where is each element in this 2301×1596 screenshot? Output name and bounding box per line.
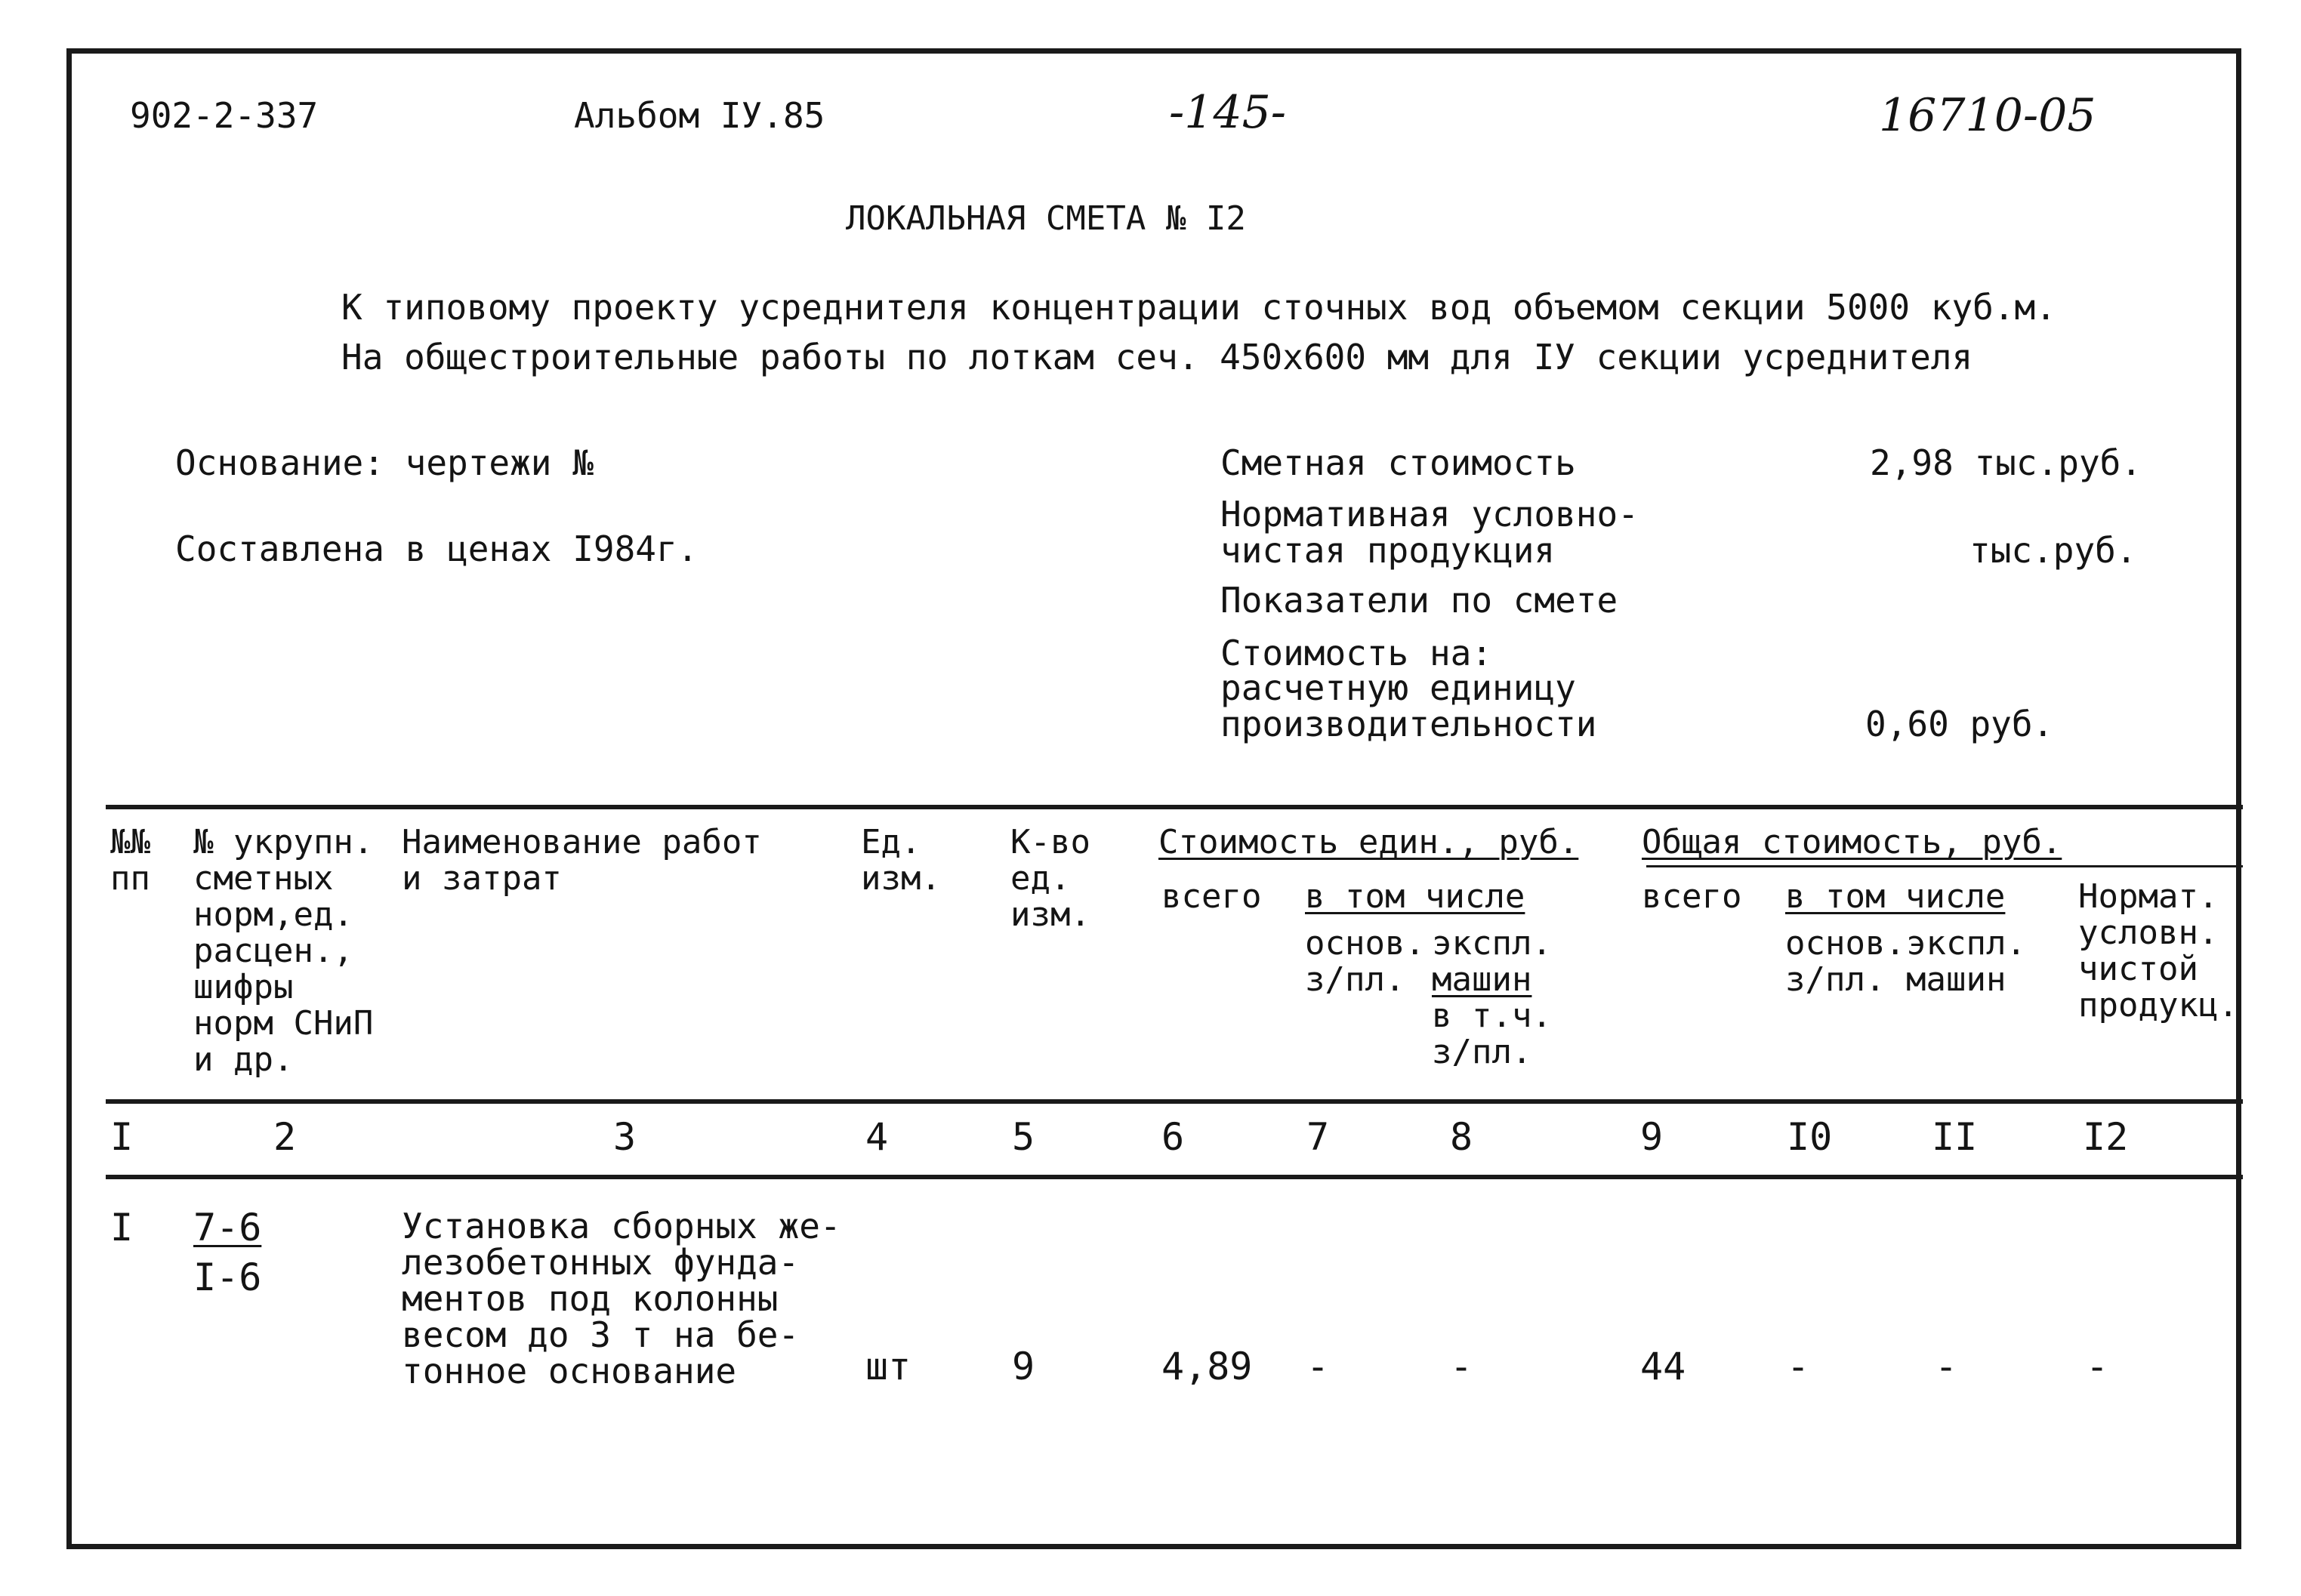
header-total-total: всего bbox=[1642, 877, 1742, 916]
header-col-unit: Ед. изм. bbox=[861, 823, 941, 898]
column-number-6: 6 bbox=[1161, 1115, 1185, 1159]
header-unit-machine-1: экспл. bbox=[1432, 924, 1552, 963]
project-code: 902-2-337 bbox=[130, 95, 319, 136]
header-unit-machine-wage: в т.ч. з/пл. bbox=[1432, 997, 1552, 1071]
column-number-10: I0 bbox=[1787, 1115, 1833, 1159]
header-unit-machine-2: машин bbox=[1432, 960, 1532, 999]
header-total-cost-group: Общая стоимость, руб. bbox=[1642, 823, 2062, 861]
header-col-num: №№ пп bbox=[110, 823, 150, 898]
row-1-total-machine: - bbox=[1935, 1345, 1958, 1388]
row-1-unit: шт bbox=[865, 1345, 911, 1388]
unit-cost-value: 0,60 руб. bbox=[1865, 704, 2054, 744]
row-1-norm-net: - bbox=[2086, 1345, 2109, 1388]
page-frame bbox=[66, 48, 2241, 1549]
header-total-machine: экспл. машин bbox=[1906, 924, 2026, 999]
row-1-total: 44 bbox=[1640, 1345, 1686, 1388]
prices-label: Составлена в ценах I984г. bbox=[175, 528, 699, 569]
norm-production-label-1: Нормативная условно- bbox=[1220, 494, 1639, 535]
norm-production-label-2: чистая продукция bbox=[1220, 530, 1556, 571]
header-unit-base-wage: основ. з/пл. bbox=[1305, 924, 1425, 999]
subtitle-line-1: К типовому проекту усреднителя концентрации сточных вод объемом секции 5000 куб.м. bbox=[341, 287, 2056, 328]
norm-production-value: тыс.руб. bbox=[1969, 530, 2137, 571]
row-1-unit-total: 4,89 bbox=[1161, 1345, 1253, 1388]
header-unit-total: всего bbox=[1161, 877, 1262, 916]
unit-cost-label-1: Стоимость на: bbox=[1220, 633, 1493, 673]
column-number-12: I2 bbox=[2083, 1115, 2129, 1159]
header-total-base-wage: основ. з/пл. bbox=[1785, 924, 1905, 999]
header-sub-rule bbox=[1646, 865, 2243, 867]
sheet-code: 16710-05 bbox=[1879, 89, 2096, 142]
row-1-norm-bottom: I-6 bbox=[193, 1256, 262, 1299]
album-label: Альбом IУ.85 bbox=[574, 95, 825, 136]
header-col-norms: № укрупн. сметных норм,ед. расцен., шифры норм СНиП и др. bbox=[193, 823, 374, 1079]
unit-cost-label-2: расчетную единицу bbox=[1220, 667, 1576, 708]
header-unit-incl: в том числе bbox=[1305, 877, 1525, 916]
header-bottom-rule bbox=[106, 1099, 2243, 1104]
column-number-3: 3 bbox=[613, 1115, 637, 1159]
column-number-9: 9 bbox=[1640, 1115, 1664, 1159]
column-number-7: 7 bbox=[1306, 1115, 1330, 1159]
basis-label: Основание: чертежи № bbox=[175, 442, 594, 483]
row-1-work-name: Установка сборных же- лезобетонных фунда- ментов под колонны весом до 3 т на бе- тонное основание bbox=[402, 1206, 841, 1391]
row-1-unit-base-wage: - bbox=[1306, 1345, 1330, 1388]
row-1-qty: 9 bbox=[1012, 1345, 1035, 1388]
column-numbers-rule bbox=[106, 1175, 2243, 1179]
column-number-8: 8 bbox=[1450, 1115, 1473, 1159]
header-col-qty: К-во ед. изм. bbox=[1010, 823, 1090, 934]
table-top-rule bbox=[106, 805, 2243, 809]
row-1-norm-top: 7-6 bbox=[193, 1206, 262, 1249]
unit-cost-label-3: производительности bbox=[1220, 704, 1597, 744]
column-number-4: 4 bbox=[865, 1115, 889, 1159]
estimated-cost-value: 2,98 тыс.руб. bbox=[1870, 442, 2142, 483]
row-1-total-base-wage: - bbox=[1787, 1345, 1810, 1388]
header-unit-cost-group: Стоимость един., руб. bbox=[1158, 823, 1579, 861]
row-1-unit-machine: - bbox=[1450, 1345, 1473, 1388]
document-title: ЛОКАЛЬНАЯ СМЕТА № I2 bbox=[846, 199, 1246, 238]
header-col-name: Наименование работ и затрат bbox=[402, 823, 762, 898]
header-col-norm-net: Нормат. условн. чистой продукц. bbox=[2078, 877, 2238, 1024]
page-number: -145- bbox=[1169, 86, 1287, 139]
estimated-cost-label: Сметная стоимость bbox=[1220, 442, 1576, 483]
column-number-1: I bbox=[110, 1115, 134, 1159]
indicators-label: Показатели по смете bbox=[1220, 580, 1618, 621]
column-number-2: 2 bbox=[273, 1115, 297, 1159]
column-number-5: 5 bbox=[1012, 1115, 1035, 1159]
subtitle-line-2: На общестроительные работы по лоткам сеч. 450х600 мм для IУ секции усреднителя bbox=[341, 337, 1973, 377]
row-1-num: I bbox=[110, 1206, 134, 1249]
column-number-11: II bbox=[1932, 1115, 1978, 1159]
header-total-incl: в том числе bbox=[1785, 877, 2006, 916]
